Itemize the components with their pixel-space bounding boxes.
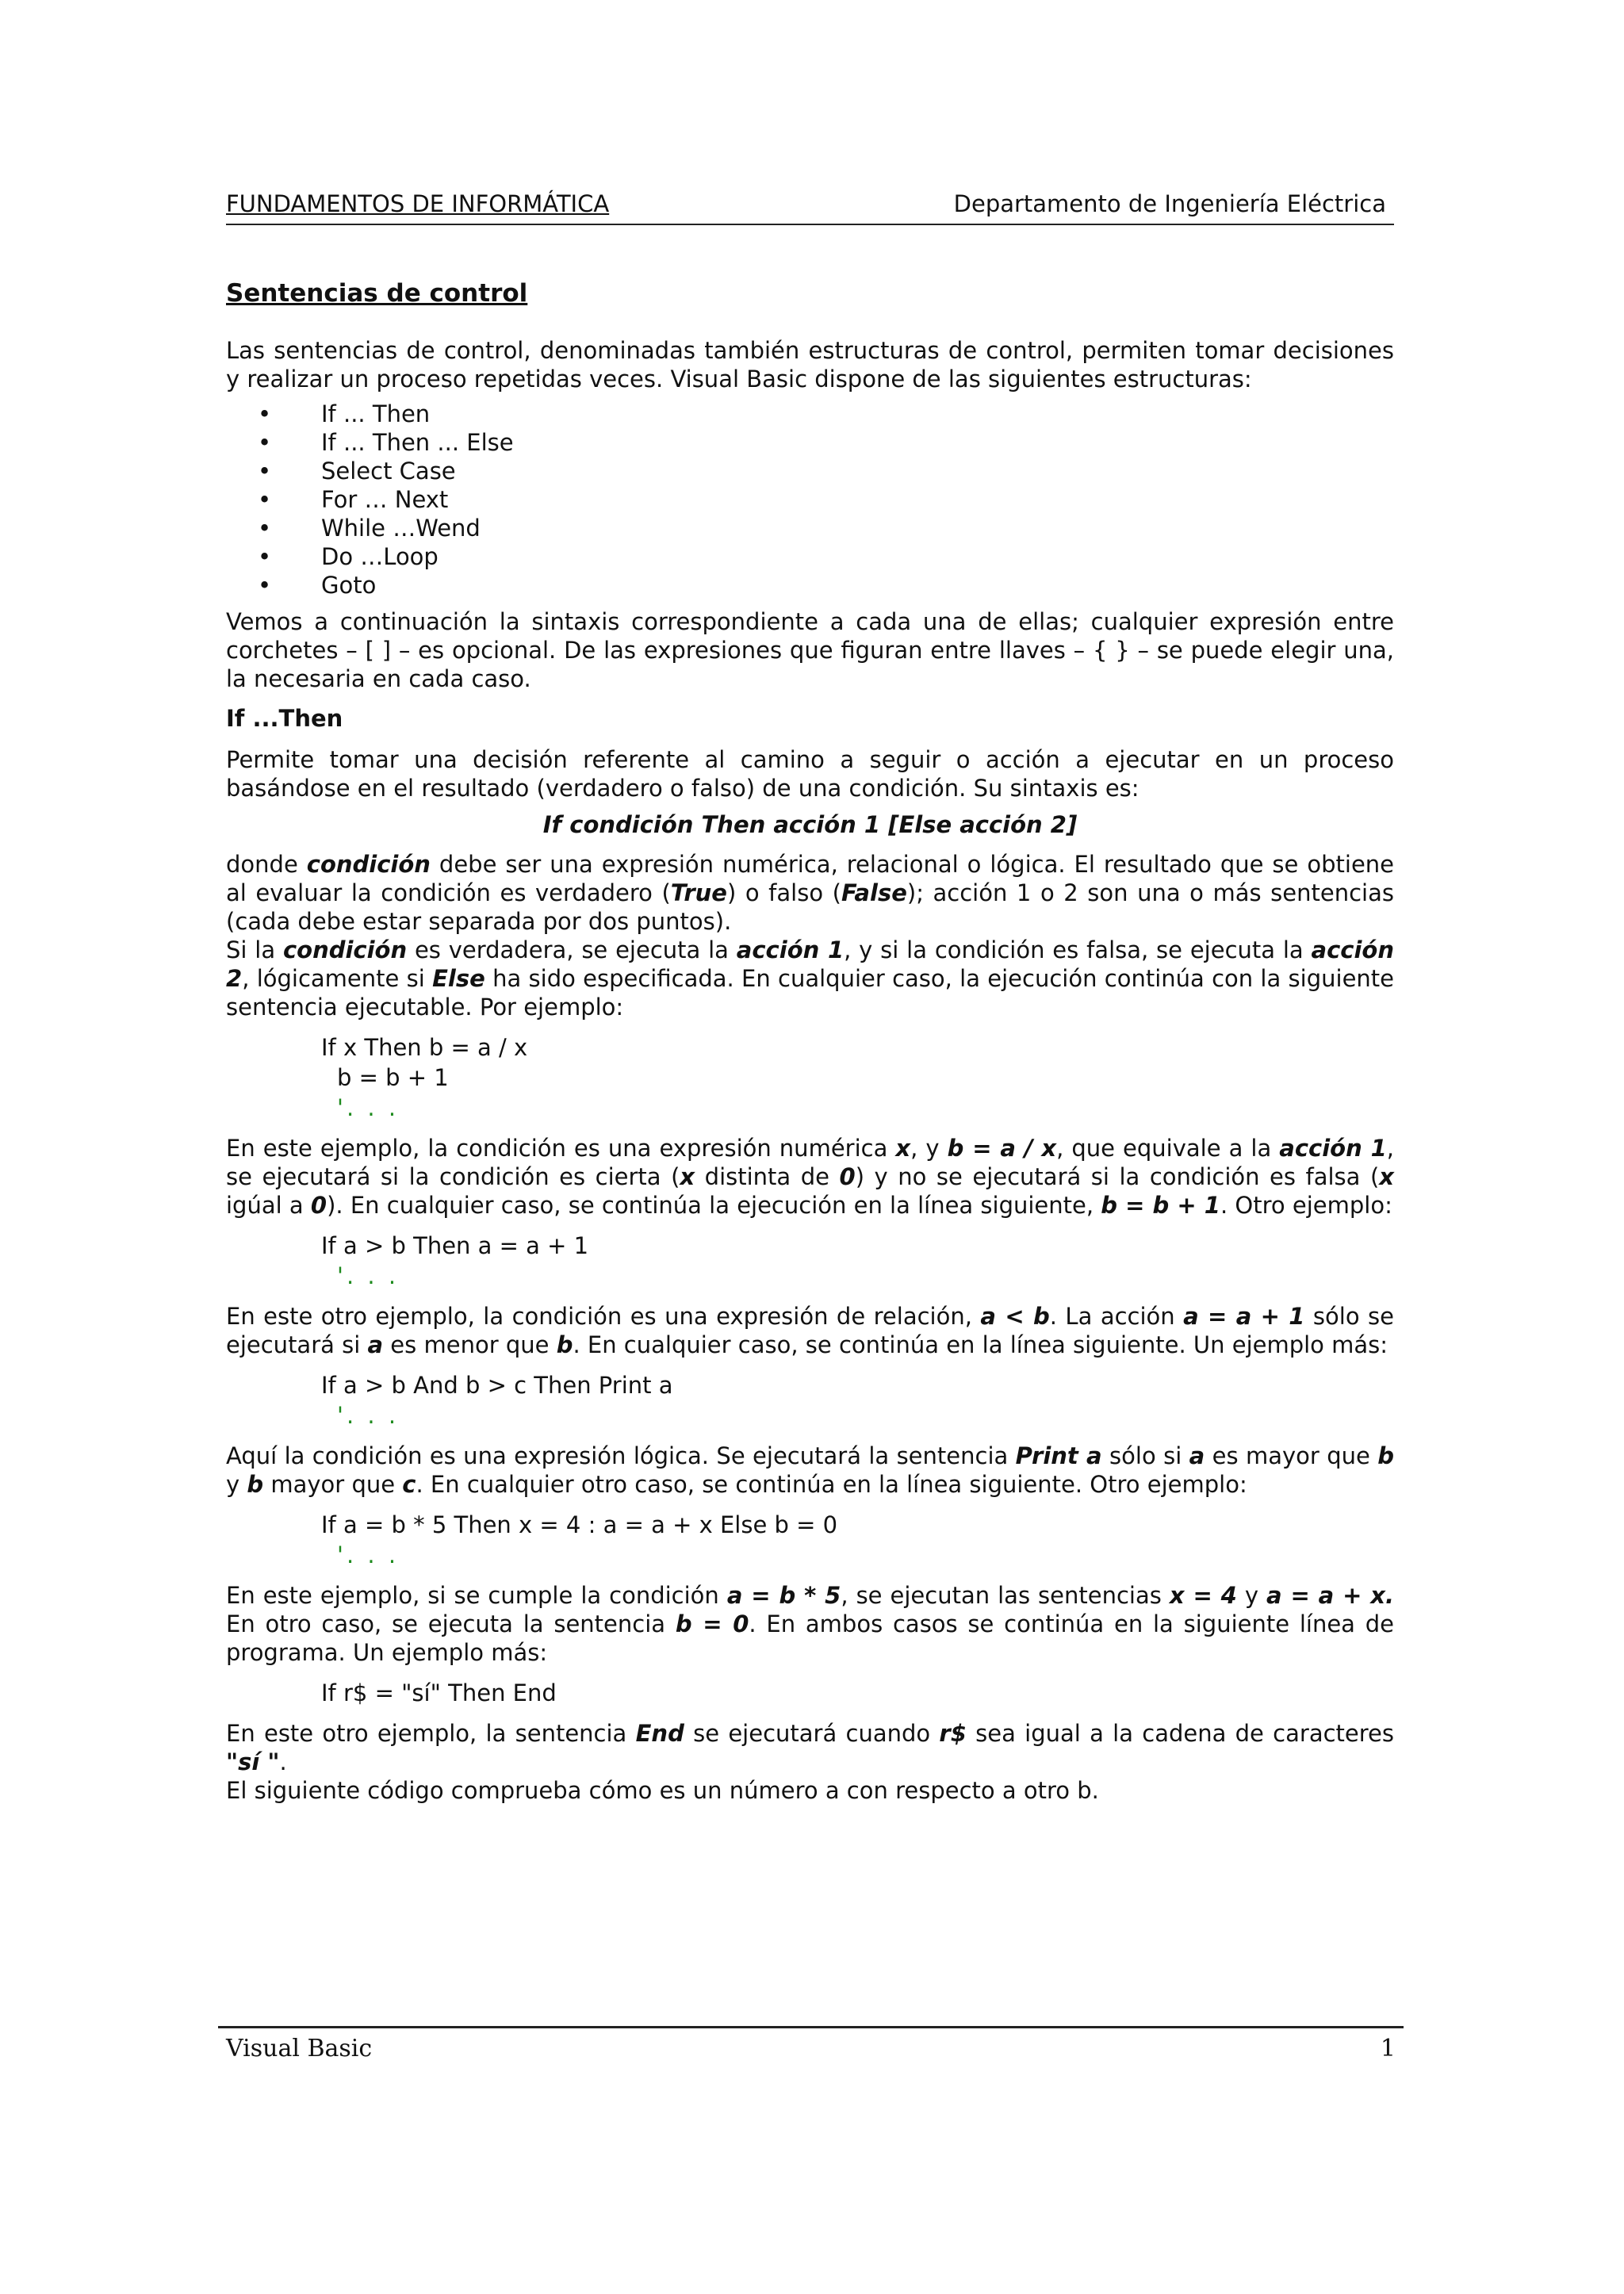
emphasis-run: condición [282,936,408,963]
explanation-paragraph-6 [226,1581,1394,1667]
emphasis-run: b = b + 1 [1101,1192,1220,1219]
emphasis-run: a [367,1331,384,1358]
text-run: ) o falso ( [726,879,841,906]
explanation-paragraph-2 [226,936,1394,1021]
emphasis-run: condición [306,851,431,878]
emphasis-run: End [635,1720,684,1747]
emphasis-run: 0 [310,1192,327,1219]
emphasis-run: False [841,879,907,906]
emphasis-run: Else [432,965,485,992]
emphasis-run: b = 0 [675,1610,749,1637]
syntax-line: If condición Then acción 1 [Else acción 2] [542,811,1078,838]
text-run: . En cualquier otro caso, se continúa en la línea siguiente. Otro ejemplo: [416,1471,1247,1498]
emphasis-run: acción 1 [1279,1135,1387,1162]
main-content [226,279,1394,1805]
emphasis-run: x [1379,1163,1395,1190]
text-run: y [1236,1582,1267,1609]
list-item: • If ... Then [226,400,1394,428]
text-run: ). En cualquier caso, se continúa la ejecución en la línea siguiente, [327,1192,1101,1219]
closing-paragraph: El siguiente código comprueba cómo es un número a con respecto a otro b. [226,1777,1099,1804]
text-run: se ejecutará cuando [684,1720,940,1747]
emphasis-run: b = a / x [947,1135,1057,1162]
code-example-5 [321,1678,1394,1708]
code-comment: '. . . [337,1262,400,1289]
text-run: . En cualquier caso, se continúa en la línea siguiente. Un ejemplo más: [573,1331,1388,1358]
emphasis-run: 0 [839,1163,856,1190]
emphasis-run: acción 1 [736,936,845,963]
code-line: If a > b And b > c Then Print a [321,1372,673,1399]
emphasis-run: b [247,1471,264,1498]
text-run: mayor que [263,1471,403,1498]
text-run: sólo si [1101,1442,1189,1469]
structures-list [226,400,1394,599]
text-run: , que equivale a la [1056,1135,1280,1162]
text-run: donde [226,851,307,878]
intro-paragraph: Las sentencias de control, denominadas también estructuras de control, permiten tomar decisiones y realizar un proceso repetidas veces. Visual Basic dispone de las siguientes estructuras: [226,337,1394,393]
text-run: En este ejemplo, la condición es una expresión numérica [226,1135,896,1162]
emphasis-run: a = a + x. [1266,1582,1395,1609]
text-run: es menor que [383,1331,557,1358]
emphasis-run: Print a [1015,1442,1102,1469]
explanation-paragraph-4 [226,1302,1394,1359]
emphasis-run: acción 2 [226,936,1394,992]
page-footer [218,2026,1404,2062]
list-item: • While …Wend [226,514,1394,542]
text-run: , se ejecutará si la condición es cierta ( [226,1135,1395,1190]
text-run: . Otro ejemplo: [1220,1192,1392,1219]
text-run: , y si la condición es falsa, se ejecuta la [844,936,1312,963]
text-run: es mayor que [1205,1442,1378,1469]
emphasis-run: a [1189,1442,1205,1469]
text-run: . En ambos casos se continúa en la siguiente línea de programa. Un ejemplo más: [226,1610,1394,1666]
explanation-paragraph-1 [226,850,1394,936]
emphasis-run: b [1377,1442,1395,1469]
section-intro-paragraph: Permite tomar una decisión referente al camino a seguir o acción a ejecutar en un proceso basándose en el resultado (verdadero o falso) de una condición. Su sintaxis es: [226,746,1394,802]
emphasis-run: "sí " [226,1748,280,1775]
emphasis-run: r$ [939,1720,967,1747]
text-run: y [226,1471,247,1498]
text-run: , se ejecutan las sentencias [841,1582,1170,1609]
code-example-1 [321,1032,1394,1123]
code-comment: '. . . [337,1402,400,1429]
code-line: If a > b Then a = a + 1 [321,1232,589,1259]
emphasis-run: a = b * 5 [726,1582,841,1609]
code-comment: '. . . [337,1541,400,1568]
emphasis-run: x [895,1135,911,1162]
text-run: En este ejemplo, si se cumple la condición [226,1582,727,1609]
text-run: En este otro ejemplo, la condición es una expresión de relación, [226,1303,981,1330]
code-example-4 [321,1510,1394,1570]
text-run: debe ser una expresión numérica, relacional o lógica. El resultado que se obtiene al evaluar la condición es verdadero ( [226,851,1395,906]
page-number: 1 [1380,2035,1396,2062]
list-item: • For … Next [226,485,1394,514]
emphasis-run: a = a + 1 [1183,1303,1305,1330]
explanation-paragraph-5 [226,1442,1394,1499]
code-line: If a = b * 5 Then x = 4 : a = a + x Else b = 0 [321,1511,838,1538]
text-run: Si la [226,936,283,963]
code-example-3 [321,1370,1394,1430]
text-run: En este otro ejemplo, la sentencia [226,1720,636,1747]
text-run: , lógicamente si [242,965,433,992]
emphasis-run: b [556,1331,573,1358]
page-title: Sentencias de control [226,279,528,308]
text-run: distinta de [695,1163,840,1190]
course-title: FUNDAMENTOS DE INFORMÁTICA [226,190,610,217]
list-item: • Select Case [226,457,1394,485]
text-run: ha sido especificada. En cualquier caso, la ejecución continúa con la siguiente sentencia ejecutable. Por ejemplo: [226,965,1395,1021]
list-item: • Goto [226,571,1394,599]
code-line: If r$ = "sí" Then End [321,1679,557,1706]
code-line: b = b + 1 [337,1064,449,1091]
code-comment: '. . . [337,1094,400,1121]
text-run: igúal a [226,1192,311,1219]
emphasis-run: x [680,1163,695,1190]
department-name: Departamento de Ingeniería Eléctrica [953,190,1386,217]
text-run: Aquí la condición es una expresión lógica. Se ejecutará la sentencia [226,1442,1016,1469]
list-item: • If ... Then ... Else [226,428,1394,457]
text-run: . La acción [1049,1303,1184,1330]
text-run: . [279,1748,287,1775]
text-run: ) y no se ejecutará si la condición es falsa ( [855,1163,1380,1190]
emphasis-run: True [670,879,727,906]
page-header [226,190,1394,225]
code-line: If x Then b = a / x [321,1034,528,1061]
syntax-note-paragraph: Vemos a continuación la sintaxis correspondiente a cada una de ellas; cualquier expresión entre corchetes – [ ] – es opcional. De las expresiones que figuran entre llaves – { } – se puede elegir una, la necesaria en cada caso. [226,608,1394,692]
emphasis-run: a < b [980,1303,1050,1330]
code-example-2 [321,1231,1394,1291]
text-run: , y [910,1135,948,1162]
text-run: sea igual a la cadena de caracteres [966,1720,1394,1747]
text-run: es verdadera, se ejecuta la [407,936,737,963]
explanation-paragraph-3 [226,1134,1394,1220]
text-run: sólo se ejecutará si [226,1303,1394,1358]
text-run: En otro caso, se ejecuta la sentencia [226,1610,676,1637]
footer-title: Visual Basic [226,2035,373,2062]
section-heading: If ...Then [226,705,343,732]
emphasis-run: c [402,1471,416,1498]
explanation-paragraph-7 [226,1719,1394,1776]
emphasis-run: x = 4 [1169,1582,1237,1609]
list-item: • Do …Loop [226,542,1394,571]
text-run: ); acción 1 o 2 son una o más sentencias (cada debe estar separada por dos puntos). [226,879,1394,935]
